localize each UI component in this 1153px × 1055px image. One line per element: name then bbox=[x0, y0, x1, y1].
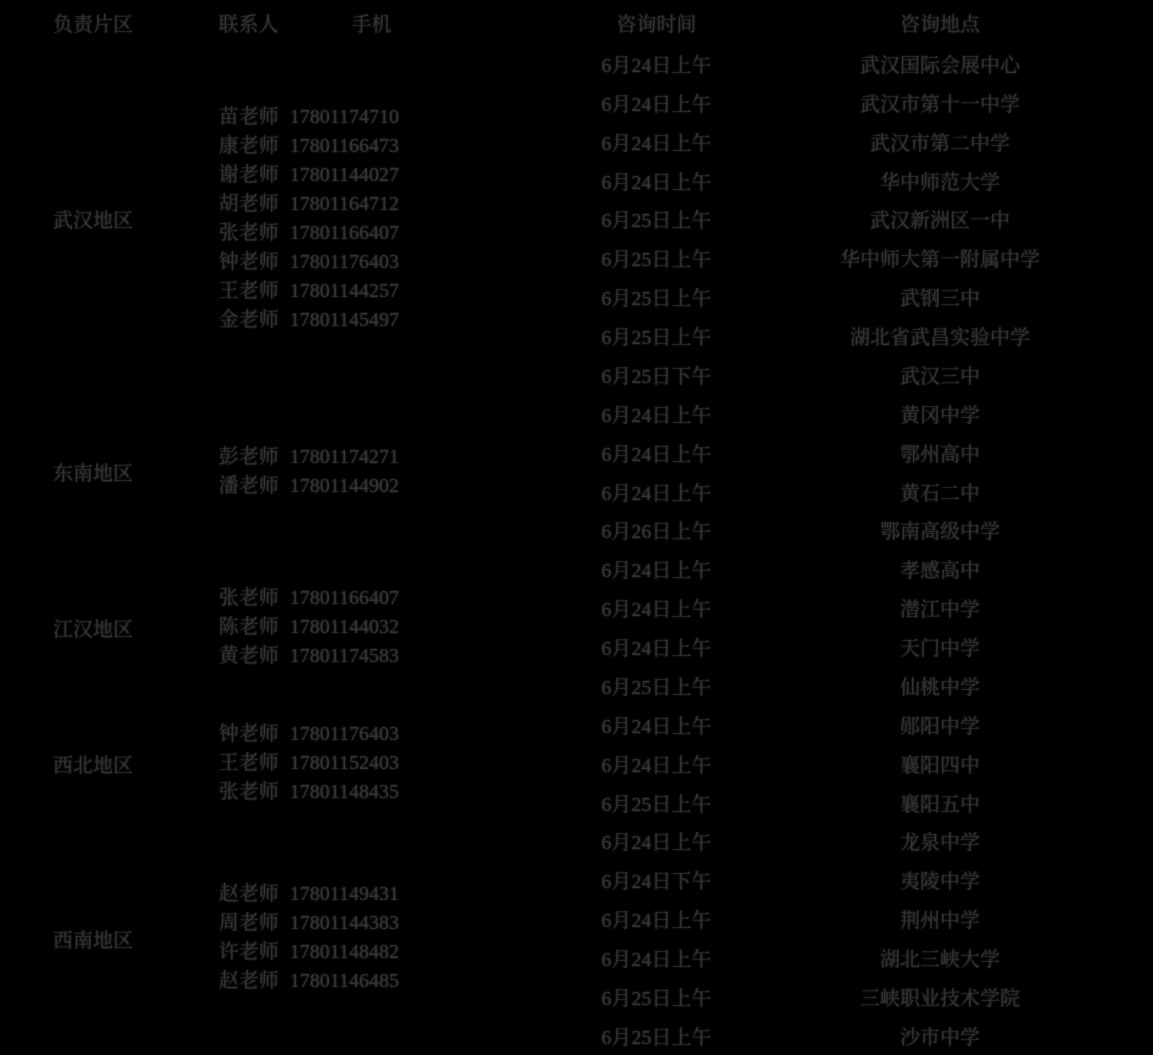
contact-name: 彭老师 bbox=[218, 445, 279, 468]
contact-phone: 17801144257 bbox=[289, 279, 400, 302]
contact-line bbox=[186, 909, 432, 938]
time-cell: 6月24日上午 bbox=[601, 910, 712, 933]
header-row bbox=[0, 0, 1153, 44]
contacts-cell bbox=[186, 822, 432, 1055]
contact-phone: 17801146485 bbox=[289, 970, 400, 993]
location-cell: 天门中学 bbox=[899, 638, 980, 661]
contact-name: 潘老师 bbox=[218, 474, 279, 497]
region-cell: 西北地区 bbox=[52, 754, 133, 777]
time-cell: 6月25日上午 bbox=[601, 1026, 712, 1049]
contact-phone: 17801149431 bbox=[289, 883, 400, 906]
table-row bbox=[0, 44, 1153, 83]
contact-phone: 17801166407 bbox=[289, 586, 400, 609]
location-cell: 武汉国际会展中心 bbox=[859, 54, 1020, 77]
time-cell: 6月24日上午 bbox=[601, 132, 712, 155]
contact-line bbox=[186, 749, 432, 778]
time-cell: 6月24日上午 bbox=[601, 93, 712, 116]
region-cell: 武汉地区 bbox=[52, 210, 133, 233]
contact-name: 黄老师 bbox=[218, 644, 279, 667]
time-cell: 6月26日上午 bbox=[601, 521, 712, 544]
location-cell: 襄阳五中 bbox=[899, 793, 980, 816]
contact-name: 钟老师 bbox=[218, 250, 279, 273]
contact-line bbox=[186, 613, 432, 642]
contact-phone: 17801144027 bbox=[289, 163, 400, 186]
contact-name: 许老师 bbox=[218, 941, 279, 964]
location-cell: 黄石二中 bbox=[899, 482, 980, 505]
contact-phone: 17801144032 bbox=[289, 615, 400, 638]
location-cell: 华中师大第一附属中学 bbox=[839, 249, 1040, 272]
location-cell: 夷陵中学 bbox=[899, 871, 980, 894]
contact-line bbox=[186, 248, 432, 277]
contact-phone: 17801148435 bbox=[289, 780, 400, 803]
time-cell: 6月24日下午 bbox=[601, 871, 712, 894]
time-cell: 6月25日下午 bbox=[601, 365, 712, 388]
contact-name: 赵老师 bbox=[218, 883, 279, 906]
contacts-cell bbox=[186, 705, 432, 822]
location-cell: 华中师范大学 bbox=[879, 171, 1000, 194]
location-cell: 三峡职业技术学院 bbox=[859, 987, 1020, 1010]
header-cell-time: 咨询时间 bbox=[616, 13, 697, 36]
time-cell: 6月24日上午 bbox=[601, 754, 712, 777]
contact-phone: 17801176403 bbox=[289, 250, 400, 273]
time-cell: 6月24日上午 bbox=[601, 949, 712, 972]
contact-name: 胡老师 bbox=[218, 192, 279, 215]
contact-line bbox=[186, 103, 432, 132]
location-cell: 沙市中学 bbox=[899, 1026, 980, 1049]
time-cell: 6月25日上午 bbox=[601, 676, 712, 699]
location-cell: 仙桃中学 bbox=[899, 676, 980, 699]
location-cell: 武汉市第二中学 bbox=[869, 132, 1010, 155]
contact-phone: 17801148482 bbox=[289, 941, 400, 964]
time-cell: 6月25日上午 bbox=[601, 987, 712, 1010]
location-cell: 武钢三中 bbox=[899, 288, 980, 311]
table-row bbox=[0, 705, 1153, 744]
region-cell: 江汉地区 bbox=[52, 618, 133, 641]
contact-phone: 17801166407 bbox=[289, 221, 400, 244]
time-cell: 6月24日上午 bbox=[601, 404, 712, 427]
location-cell: 襄阳四中 bbox=[899, 754, 980, 777]
table-row bbox=[0, 549, 1153, 588]
contact-line bbox=[186, 443, 432, 472]
time-cell: 6月25日上午 bbox=[601, 288, 712, 311]
contact-name: 苗老师 bbox=[218, 105, 279, 128]
contact-line bbox=[186, 306, 432, 335]
header-cell-location: 咨询地点 bbox=[899, 13, 980, 36]
contact-line bbox=[186, 161, 432, 190]
time-cell: 6月24日上午 bbox=[601, 54, 712, 77]
table-row bbox=[0, 394, 1153, 433]
contact-name: 赵老师 bbox=[218, 970, 279, 993]
contact-line bbox=[186, 472, 432, 501]
contact-line bbox=[186, 219, 432, 248]
contact-name: 钟老师 bbox=[218, 722, 279, 745]
contact-phone: 17801144383 bbox=[289, 912, 400, 935]
contact-name: 王老师 bbox=[218, 751, 279, 774]
table-row bbox=[0, 822, 1153, 861]
header-cell-phone: 手机 bbox=[351, 13, 392, 36]
contact-name: 金老师 bbox=[218, 308, 279, 331]
location-cell: 湖北三峡大学 bbox=[879, 949, 1000, 972]
location-cell: 武汉新洲区一中 bbox=[869, 210, 1010, 233]
contact-phone: 17801152403 bbox=[289, 751, 400, 774]
location-cell: 郧阳中学 bbox=[899, 715, 980, 738]
time-cell: 6月25日上午 bbox=[601, 249, 712, 272]
time-cell: 6月24日上午 bbox=[601, 560, 712, 583]
contact-phone: 17801174583 bbox=[289, 644, 400, 667]
location-cell: 武汉市第十一中学 bbox=[859, 93, 1020, 116]
contact-line bbox=[186, 938, 432, 967]
contact-name: 王老师 bbox=[218, 279, 279, 302]
time-cell: 6月24日上午 bbox=[601, 482, 712, 505]
contact-name: 张老师 bbox=[218, 221, 279, 244]
time-cell: 6月24日上午 bbox=[601, 638, 712, 661]
contacts-cell bbox=[186, 394, 432, 550]
time-cell: 6月24日上午 bbox=[601, 715, 712, 738]
header-cell-contact: 联系人 bbox=[218, 13, 279, 36]
location-cell: 龙泉中学 bbox=[899, 832, 980, 855]
contact-phone: 17801176403 bbox=[289, 722, 400, 745]
location-cell: 荆州中学 bbox=[899, 910, 980, 933]
contact-line bbox=[186, 642, 432, 671]
contact-line bbox=[186, 190, 432, 219]
time-cell: 6月24日上午 bbox=[601, 599, 712, 622]
contact-name: 张老师 bbox=[218, 780, 279, 803]
location-cell: 潜江中学 bbox=[899, 599, 980, 622]
region-cell: 东南地区 bbox=[52, 463, 133, 486]
location-cell: 湖北省武昌实验中学 bbox=[849, 327, 1030, 350]
location-cell: 孝感高中 bbox=[899, 560, 980, 583]
contact-name: 周老师 bbox=[218, 912, 279, 935]
contact-line bbox=[186, 720, 432, 749]
location-cell: 黄冈中学 bbox=[899, 404, 980, 427]
contact-line bbox=[186, 584, 432, 613]
location-cell: 鄂州高中 bbox=[899, 443, 980, 466]
contact-line bbox=[186, 132, 432, 161]
time-cell: 6月24日上午 bbox=[601, 443, 712, 466]
header-cell-region: 负责片区 bbox=[52, 13, 133, 36]
contact-phone: 17801164712 bbox=[289, 192, 400, 215]
contact-name: 张老师 bbox=[218, 586, 279, 609]
location-cell: 武汉三中 bbox=[899, 365, 980, 388]
time-cell: 6月24日上午 bbox=[601, 171, 712, 194]
contacts-cell bbox=[186, 549, 432, 705]
time-cell: 6月24日上午 bbox=[601, 832, 712, 855]
contact-phone: 17801144902 bbox=[289, 474, 400, 497]
contact-line bbox=[186, 778, 432, 807]
contact-name: 康老师 bbox=[218, 134, 279, 157]
contact-phone: 17801174271 bbox=[289, 445, 400, 468]
contact-name: 陈老师 bbox=[218, 615, 279, 638]
time-cell: 6月25日上午 bbox=[601, 793, 712, 816]
contact-line bbox=[186, 277, 432, 306]
time-cell: 6月25日上午 bbox=[601, 327, 712, 350]
contact-phone: 17801174710 bbox=[289, 105, 400, 128]
contact-line bbox=[186, 967, 432, 996]
contact-phone: 17801145497 bbox=[289, 308, 400, 331]
region-cell: 西南地区 bbox=[52, 929, 133, 952]
contact-phone: 17801166473 bbox=[289, 134, 400, 157]
contact-line bbox=[186, 880, 432, 909]
contacts-cell bbox=[186, 44, 432, 394]
time-cell: 6月25日上午 bbox=[601, 210, 712, 233]
location-cell: 鄂南高级中学 bbox=[879, 521, 1000, 544]
contact-name: 谢老师 bbox=[218, 163, 279, 186]
